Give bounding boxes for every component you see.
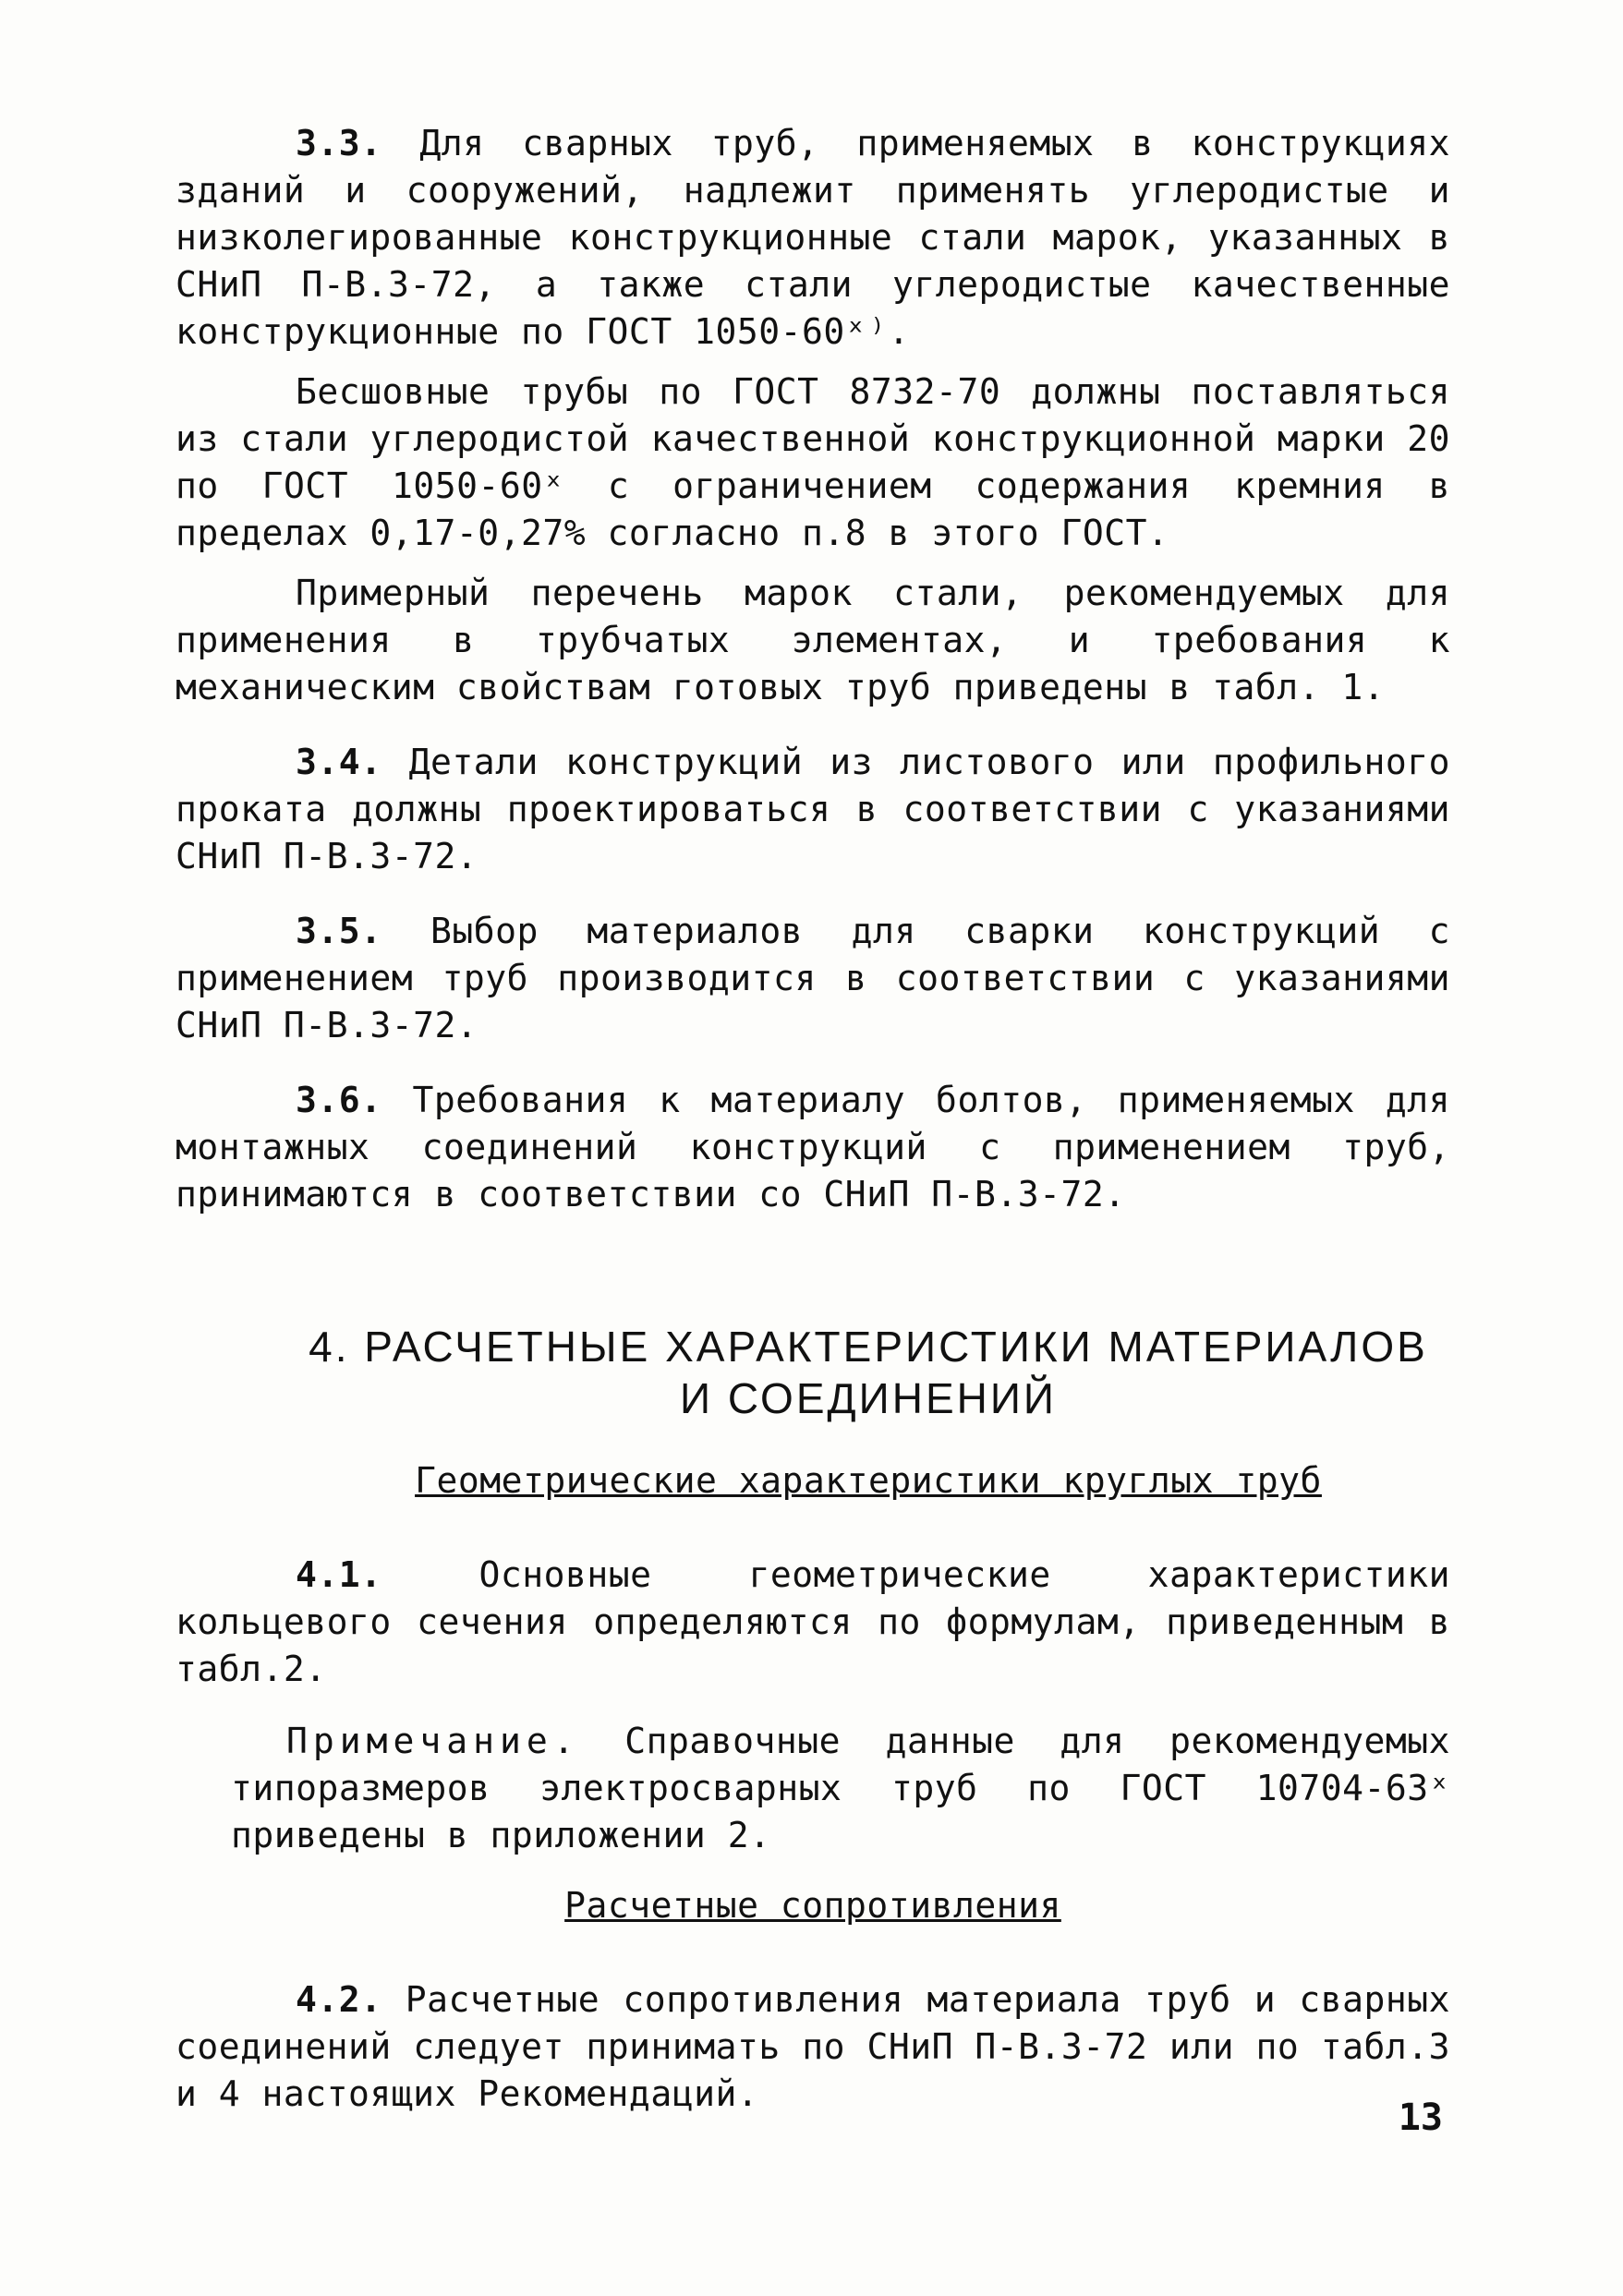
paragraph-number: 3.6. — [296, 1080, 382, 1120]
paragraph-text: Расчетные сопротивления материала труб и сварных соединений следует принимать по СНиП П-В.3-72 или по табл.3 и 4 настоящих Рекомендаций. — [176, 1979, 1451, 2114]
note-label: Примечание. — [286, 1721, 580, 1761]
paragraph-text: Для сварных труб, применяемых в конструкциях зданий и сооружений, надлежит применять углеродистые и низколегированные конструкционные стали марок, указанных в СНиП П-В.3-72, а также стали углеродистые качественные конструкционные по ГОСТ 1050-60ˣ⁾. — [176, 123, 1450, 352]
paragraph-3-6 — [176, 1077, 1450, 1218]
note-block — [231, 1718, 1450, 1859]
section-title-line-2: И СОЕДИНЕНИЙ — [680, 1374, 1057, 1422]
paragraph-text: Требования к материалу болтов, применяемых для монтажных соединений конструкций с применением труб, принимаются в соответствии со СНиП П-В.3-72. — [176, 1080, 1450, 1214]
paragraph-3-3 — [176, 120, 1450, 356]
subheading-geometry: Геометрические характеристики круглых труб — [415, 1460, 1322, 1501]
paragraph-number: 4.2. — [296, 1979, 382, 2020]
page-number: 13 — [1398, 2097, 1443, 2139]
paragraph-number: 3.3. — [296, 123, 382, 163]
paragraph-3-4 — [176, 739, 1450, 880]
paragraph-4-2 — [176, 1976, 1450, 2118]
paragraph-text: Примерный перечень марок стали, рекомендуемых для применения в трубчатых элементах, и требования к механическим свойствам готовых труб приведены в табл. 1. — [176, 573, 1450, 707]
paragraph-4-1 — [176, 1552, 1450, 1693]
paragraph-text: Основные геометрические характеристики кольцевого сечения определяются по формулам, приведенным в табл.2. — [176, 1554, 1450, 1689]
paragraph-4-1-block — [176, 1552, 1450, 1693]
paragraph-text: Детали конструкций из листового или профильного проката должны проектироваться в соответствии с указаниями СНиП П-В.3-72. — [176, 742, 1450, 876]
subheading-resistance: Расчетные сопротивления — [564, 1885, 1061, 1926]
paragraph-4-2-block — [176, 1976, 1450, 2118]
paragraph-number: 3.4. — [296, 742, 382, 782]
paragraph-3-5 — [176, 908, 1450, 1049]
paragraph-text: Выбор материалов для сварки конструкций с применением труб производится в соответствии с указаниями СНиП П-В.3-72. — [176, 911, 1450, 1045]
section-title-line-1: 4. РАСЧЕТНЫЕ ХАРАКТЕРИСТИКИ МАТЕРИАЛОВ — [309, 1323, 1428, 1371]
note-paragraph — [231, 1718, 1450, 1859]
section-3-paragraphs — [176, 120, 1450, 1218]
paragraph-number: 4.1. — [296, 1554, 382, 1595]
section-4-title — [277, 1321, 1459, 1424]
paragraph-number: 3.5. — [296, 911, 382, 951]
paragraph-steel-list — [176, 570, 1450, 711]
paragraph-seamless-pipes — [176, 369, 1450, 557]
note-text: Справочные данные для рекомендуемых типоразмеров электросварных труб по ГОСТ 10704-63ˣ приведены в приложении 2. — [231, 1721, 1450, 1855]
paragraph-text: Бесшовные трубы по ГОСТ 8732-70 должны поставляться из стали углеродистой качественной конструкционной марки 20 по ГОСТ 1050-60ˣ с ограничением содержания кремния в пределах 0,17-0,27% согласно п.8 в этого ГОСТ. — [176, 371, 1450, 553]
